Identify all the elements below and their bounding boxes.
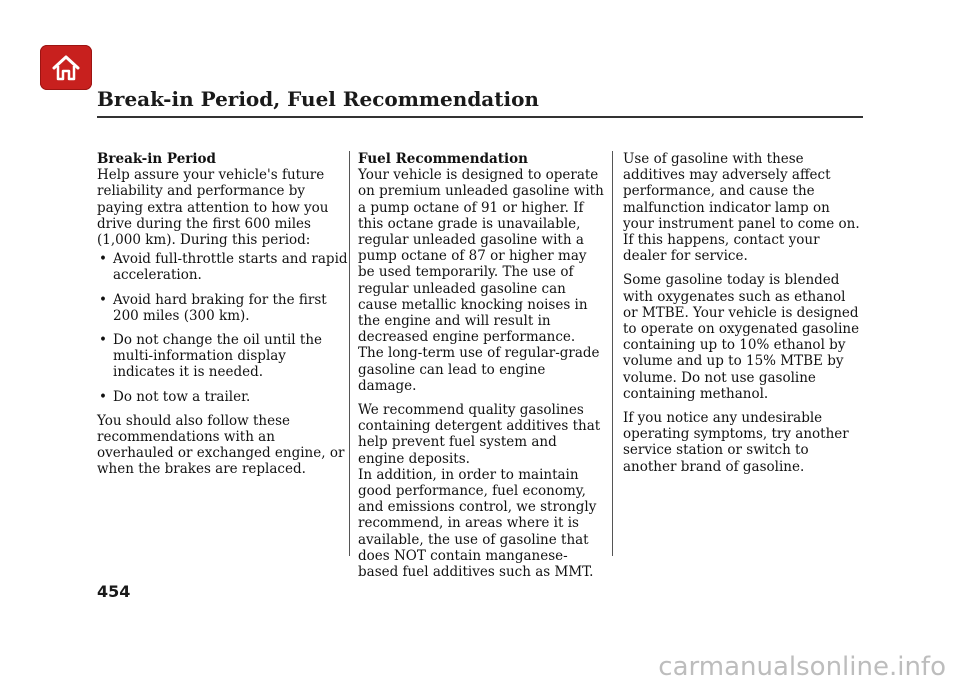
title-divider xyxy=(97,116,863,118)
home-button[interactable] xyxy=(40,45,92,90)
oxygenates-paragraph: Some gasoline today is blended with oxygenates such as ethanol or MTBE. Your vehicle is designed to operate on oxygenated gasoline containing up to 10% ethanol by volume and up to 15% MTBE by volume. Do not use gasoline containing methanol. xyxy=(623,272,860,402)
list-item: • Do not tow a trailer. xyxy=(99,388,251,405)
page-number: 454 xyxy=(97,582,131,601)
fuel-recommendation-heading: Fuel Recommendation xyxy=(358,151,528,167)
list-item: • Do not change the oil until the multi-information display indicates it is needed. xyxy=(99,332,323,381)
break-in-section xyxy=(97,151,349,486)
column-divider xyxy=(612,151,613,556)
list-item: • Avoid hard braking for the first 200 miles (300 km). xyxy=(99,291,327,324)
fuel-recommendation-section xyxy=(358,151,604,588)
break-in-heading: Break-in Period xyxy=(97,151,216,167)
watermark: carmanualsonline.info xyxy=(658,652,946,682)
fuel-additives-section xyxy=(623,151,863,483)
break-in-list xyxy=(97,251,349,405)
column-divider xyxy=(349,151,350,556)
break-in-outro: You should also follow these recommendations with an overhauled or exchanged engine, or when the brakes are replaced. xyxy=(97,412,345,478)
fuel-paragraph-3: In addition, in order to maintain good performance, fuel economy, and emissions control, we strongly recommend, in areas where it is available, the use of gasoline that does NOT contain manganese-based fuel additives such as MMT. xyxy=(358,466,597,581)
fuel-paragraph-2: We recommend quality gasolines containing detergent additives that help prevent fuel system and engine deposits. xyxy=(358,402,601,467)
page-title: Break-in Period, Fuel Recommendation xyxy=(97,87,539,111)
fuel-paragraph-1: Your vehicle is designed to operate on premium unleaded gasoline with a pump octane of 91 or higher. If this octane grade is unavailable, regular unleaded gasoline with a pump octane of 87 or higher may be used temporarily. The use of regular unleaded gasoline can cause metallic knocking noises in the engine and will result in decreased engine performance. The long-term use of regular-grade gasoline can lead to engine damage. xyxy=(358,167,604,394)
list-item: • Avoid full-throttle starts and rapid acceleration. xyxy=(99,251,348,284)
home-icon xyxy=(51,54,81,82)
break-in-intro: Help assure your vehicle's future reliability and performance by paying extra attention to how you drive during the first 600 miles (1,000 km). During this period: xyxy=(97,167,329,249)
symptoms-paragraph: If you notice any undesirable operating symptoms, try another service station or switch to another brand of gasoline. xyxy=(623,410,849,475)
additives-paragraph: Use of gasoline with these additives may adversely affect performance, and cause the malfunction indicator lamp on your instrument panel to come on. If this happens, contact your dealer for service. xyxy=(623,151,860,265)
